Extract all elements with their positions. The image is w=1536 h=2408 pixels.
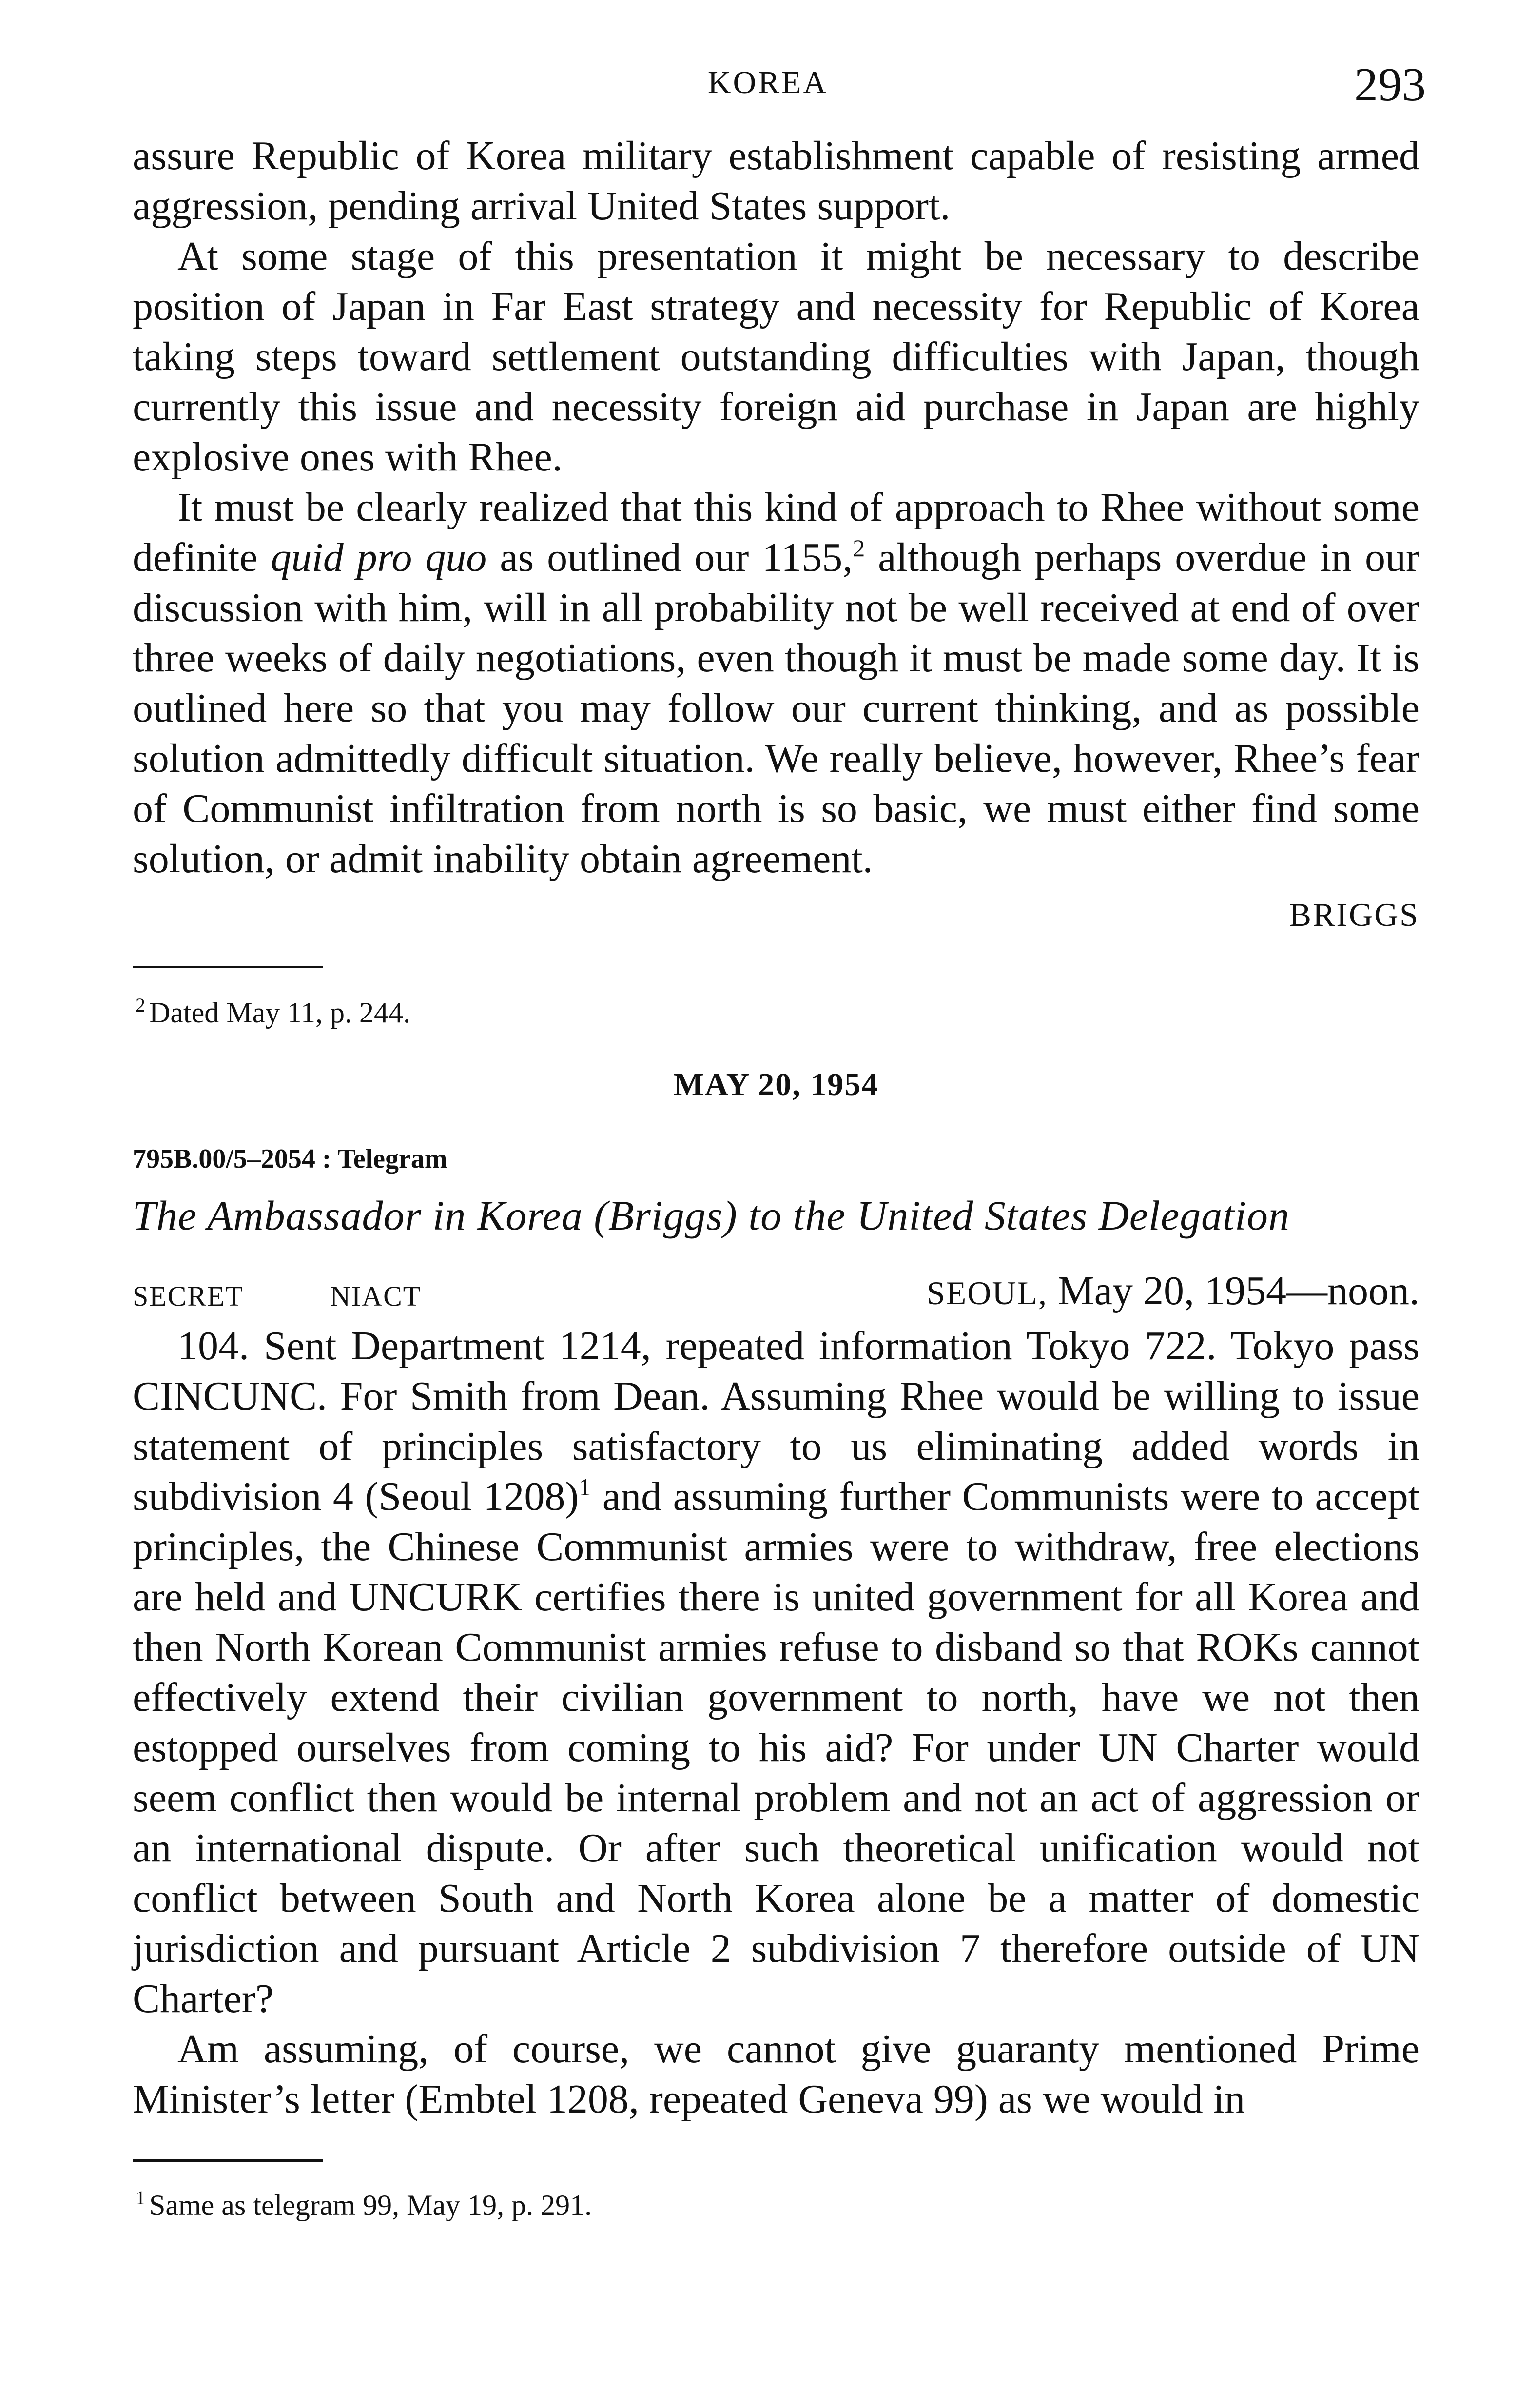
paragraph-guaranty: Am assuming, of course, we cannot give guaranty mentioned Prime Minister’s letter (Embtel 1208, repeated Geneva 99) as we would in (133, 2026, 1419, 2122)
classification: SECRET (133, 1280, 244, 1312)
dateline (927, 1267, 1419, 1314)
paragraph-message-104 (133, 1321, 1419, 2024)
place-name: SEOUL, (926, 1274, 1048, 1312)
footnote-rule (133, 2159, 323, 2162)
footnote-reference: 1 (579, 1473, 591, 1501)
date-time: May 20, 1954—noon. (1048, 1268, 1419, 1313)
telegram-header (133, 1262, 1419, 1321)
signature: BRIGGS (1289, 896, 1419, 933)
footnote-marker: 2 (136, 994, 145, 1016)
footnote-reference: 2 (853, 534, 865, 562)
text-run: and assuming further Communists were to accept principles, the Chinese Communist armies were to withdraw, free elections are held and UNCURK certifies there is united government for all Korea and then North Korean Communist armies refuse to disband so that ROKs cannot effectively extend their civilian government to north, have we not then estopped ourselves from coming to his aid? For under UN Charter would seem conflict then would be internal problem and not an act of aggression or an international dispute. Or after such theoretical unification would not conflict between South and North Korea alone be a matter of domestic jurisdiction and pursuant Article 2 subdivision 7 therefore outside of UN Charter? (133, 1474, 1419, 2021)
document-title: The Ambassador in Korea (Briggs) to the United States Delegation (133, 1192, 1290, 1239)
footnote (136, 986, 1419, 1032)
footnote-rule (133, 966, 323, 968)
running-header (0, 58, 1536, 111)
footnote-marker: 1 (136, 2187, 145, 2209)
page-body (133, 131, 1419, 2225)
file-number: 795B.00/5–2054 : Telegram (133, 1144, 447, 1174)
paragraph-quid-pro-quo (133, 482, 1419, 884)
text-run: It must be clearly realized that this kind of approach to Rhee without some definite (133, 485, 1419, 580)
text-run: although perhaps overdue in our discussion with him, will in all probability not be well received at end of over three weeks of daily negotiations, even though it must be made some day. It is outlined here so that you may follow our current thinking, and as possible solution admittedly difficult situation. We really believe, however, Rhee’s fear of Communist infiltration from north is so basic, we must either find some solution, or admit inability obtain agreement. (133, 535, 1419, 881)
text-run: as outlined our 1155, (486, 535, 853, 580)
text-run: 104. Sent Department 1214, repeated information Tokyo 722. Tokyo pass CINCUNC. For Smith from Dean. Assuming Rhee would be willing to issue statement of principles satisfactory to us eliminating added words in subdivision 4 (Seoul 1208) (133, 1323, 1419, 1519)
footnote-text: Dated May 11, p. 244. (149, 997, 411, 1029)
footnote-text: Same as telegram 99, May 19, p. 291. (149, 2189, 592, 2221)
page-number: 293 (1354, 59, 1426, 111)
indicator: NIACT (330, 1280, 422, 1312)
paragraph-japan: At some stage of this presentation it might be necessary to describe position of Japan in Far East strategy and necessity for Republic of Korea taking steps toward settlement outstanding difficulties with Japan, though currently this issue and necessity foreign aid purchase in Japan are highly explosive ones with Rhee. (133, 234, 1419, 480)
running-title: KOREA (707, 65, 829, 100)
date-heading: MAY 20, 1954 (673, 1067, 879, 1102)
italic-phrase: quid pro quo (271, 535, 487, 580)
continued-paragraph: assure Republic of Korea military establishment capable of resisting armed aggression, pending arrival United States support. (133, 133, 1419, 229)
footnote (136, 2178, 1419, 2225)
